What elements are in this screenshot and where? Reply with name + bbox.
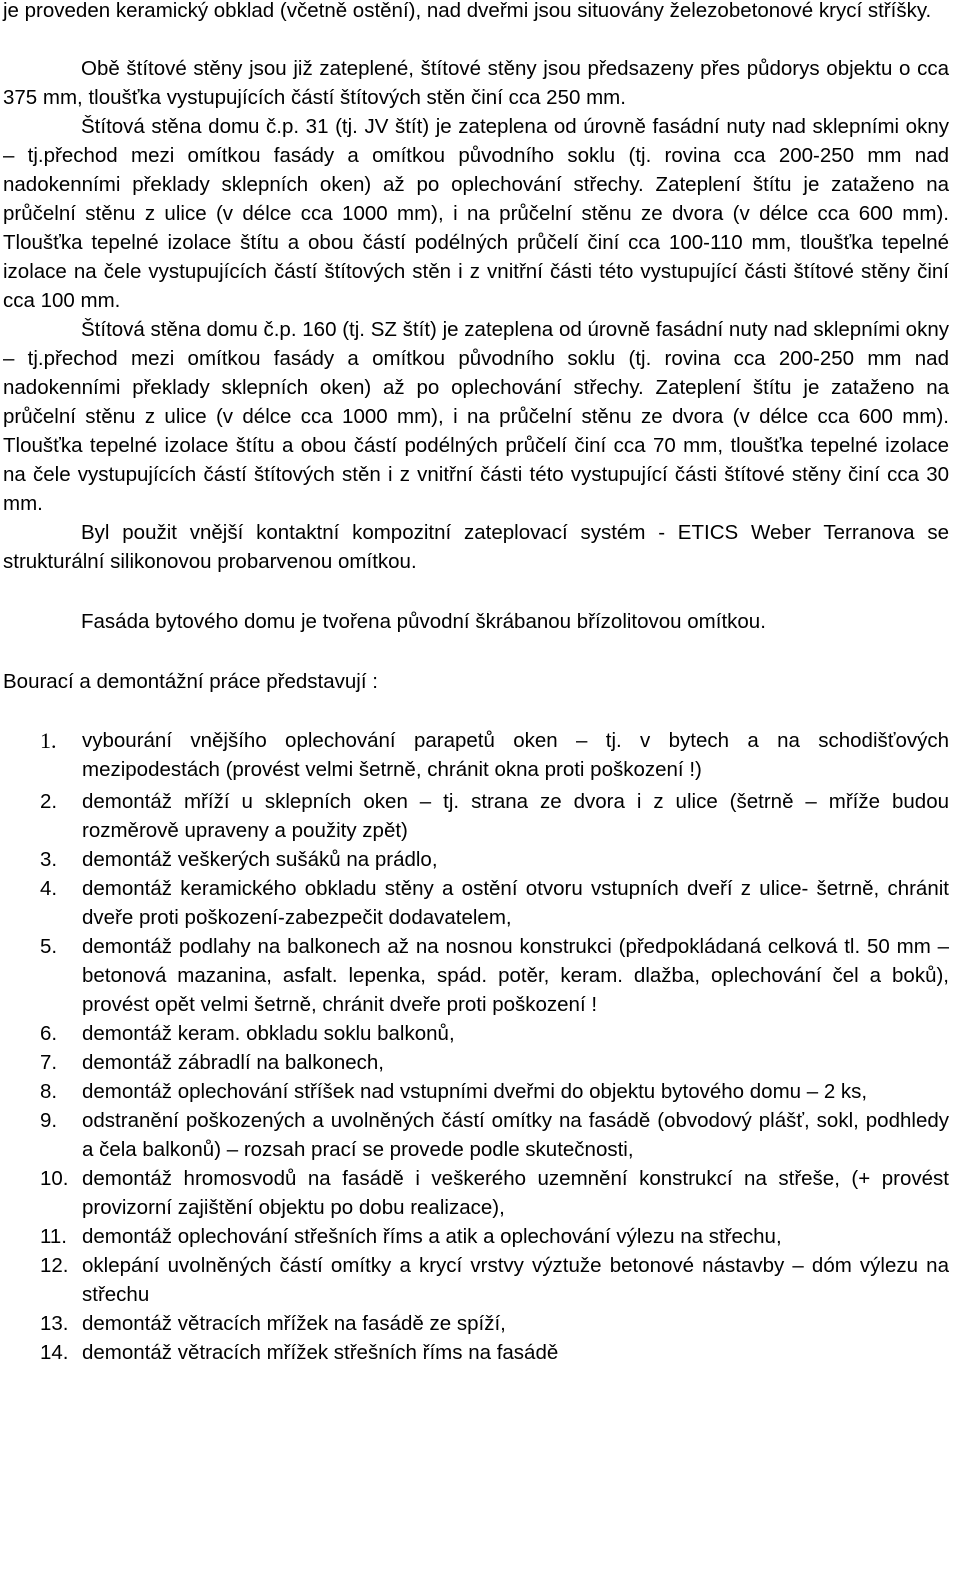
demolition-heading: Bourací a demontážní práce představují :	[3, 670, 378, 693]
list-item-text: demontáž keramického obkladu stěny a ostění otvoru vstupních dveří z ulice- šetrně, chránit dveře proti poškození-zabezpečit dodavatelem,	[82, 877, 949, 929]
list-item-number: 1.	[40, 728, 57, 753]
paragraph-gable-cp160: Štítová stěna domu č.p. 160 (tj. SZ štít) je zateplena od úrovně fasádní nuty nad sklepními okny – tj.přechod mezi omítkou fasády a omítkou původního soklu (tj. rovina cca 200-250 mm nad nadokenními překlady sklepních oken) až po oplechování střechy. Zateplení štítu je zataženo na průčelní stěnu z ulice (v délce cca 1000 mm), i na průčelní stěnu ze dvora (v délce cca 600 mm). Tloušťka tepelné izolace štítu a obou částí podélných průčelí činí cca 70 mm, tloušťka tepelné izolace na čele vystupujících částí štítových stěn i z vnitřní části této vystupující části štítové stěny činí cca 30 mm.	[3, 318, 949, 515]
list-item	[3, 1222, 949, 1251]
list-item-number: 9.	[40, 1109, 58, 1132]
list-item-text: demontáž podlahy na balkonech až na nosnou konstrukci (předpokládaná celková tl. 50 mm – betonová mazanina, asfalt. lepenka, spád. potěr, keram. dlažba, oplechování čel a boků), provést opět velmi šetrně, chránit dveře proti poškození !	[82, 935, 949, 1016]
list-item	[3, 1106, 949, 1164]
list-item-number: 2.	[40, 790, 58, 813]
list-item-number: 6.	[40, 1022, 58, 1045]
list-item-number: 3.	[40, 848, 58, 871]
paragraph-etics-system: Byl použit vnější kontaktní kompozitní zateplovací systém - ETICS Weber Terranova se strukturální silikonovou probarvenou omítkou.	[3, 521, 949, 573]
list-item-text: demontáž větracích mřížek střešních říms na fasádě	[82, 1341, 559, 1364]
list-item	[3, 932, 949, 1019]
list-item	[3, 1251, 949, 1309]
list-item-text: odstranění poškozených a uvolněných částí omítky na fasádě (obvodový plášť, sokl, podhledy a čela balkonů) – rozsah prací se provede podle skutečnosti,	[82, 1109, 949, 1161]
list-item-text: demontáž keram. obkladu soklu balkonů,	[82, 1022, 455, 1045]
list-item	[3, 1164, 949, 1222]
list-item	[3, 1338, 949, 1367]
list-item	[3, 1048, 949, 1077]
list-item-number: 12.	[40, 1254, 69, 1277]
list-item-number: 14.	[40, 1341, 69, 1364]
list-item	[3, 726, 949, 784]
list-item	[3, 1309, 949, 1338]
list-item-text: demontáž větracích mřížek na fasádě ze spíží,	[82, 1312, 506, 1335]
list-item	[3, 1077, 949, 1106]
list-item-text: demontáž oplechování stříšek nad vstupními dveřmi do objektu bytového domu – 2 ks,	[82, 1080, 868, 1103]
demolition-list	[3, 726, 949, 1367]
list-item-text: oklepání uvolněných částí omítky a krycí vrstvy výztuže betonové nástavby – dóm výlezu na střechu	[82, 1254, 949, 1306]
list-item-number: 13.	[40, 1312, 69, 1335]
list-item	[3, 874, 949, 932]
list-item-number: 10.	[40, 1167, 69, 1190]
paragraph-gap	[3, 696, 949, 726]
paragraph-entrance-tiling: je proveden keramický obklad (včetně ostění), nad dveřmi jsou situovány železobetonové krycí stříšky.	[3, 0, 932, 22]
list-item-number: 11.	[40, 1225, 67, 1248]
paragraph-gap	[3, 636, 949, 667]
paragraph-gap	[3, 576, 949, 607]
list-item	[3, 1019, 949, 1048]
list-item-text: demontáž veškerých sušáků na prádlo,	[82, 848, 438, 871]
list-item	[3, 845, 949, 874]
list-item-number: 4.	[40, 877, 58, 900]
list-item-text: demontáž mříží u sklepních oken – tj. strana ze dvora i z ulice (šetrně – mříže budou rozměrově upraveny a použity zpět)	[82, 790, 949, 842]
paragraph-gable-walls: Obě štítové stěny jsou již zateplené, štítové stěny jsou předsazeny přes půdorys objektu o cca 375 mm, tloušťka vystupujících částí štítových stěn činí cca 250 mm.	[3, 57, 949, 109]
list-item-number: 7.	[40, 1051, 58, 1074]
list-item-number: 5.	[40, 935, 58, 958]
paragraph-gap	[3, 25, 949, 54]
list-item	[3, 787, 949, 845]
list-item-number: 8.	[40, 1080, 58, 1103]
list-item-text: demontáž zábradlí na balkonech,	[82, 1051, 385, 1074]
list-item-text: demontáž oplechování střešních říms a atik a oplechování výlezu na střechu,	[82, 1225, 782, 1248]
paragraph-facade-plaster: Fasáda bytového domu je tvořena původní škrábanou břízolitovou omítkou.	[81, 610, 766, 633]
list-item-text: demontáž hromosvodů na fasádě i veškerého uzemnění konstrukcí na střeše, (+ provést provizorní zajištění objektu po dobu realizace),	[82, 1167, 949, 1219]
document-page	[3, 0, 949, 1367]
paragraph-gable-cp31: Štítová stěna domu č.p. 31 (tj. JV štít) je zateplena od úrovně fasádní nuty nad sklepními okny – tj.přechod mezi omítkou fasády a omítkou původního soklu (tj. rovina cca 200-250 mm nad nadokenními překlady sklepních oken) až po oplechování střechy. Zateplení štítu je zataženo na průčelní stěnu z ulice (v délce cca 1000 mm), i na průčelní stěnu ze dvora (v délce cca 600 mm). Tloušťka tepelné izolace štítu a obou částí podélných průčelí činí cca 100-110 mm, tloušťka tepelné izolace na čele vystupujících částí štítových stěn i z vnitřní části této vystupující části štítové stěny činí cca 100 mm.	[3, 115, 949, 312]
list-item-text: vybourání vnějšího oplechování parapetů oken – tj. v bytech a na schodišťových mezipodestách (provést velmi šetrně, chránit okna proti poškození !)	[82, 729, 949, 781]
